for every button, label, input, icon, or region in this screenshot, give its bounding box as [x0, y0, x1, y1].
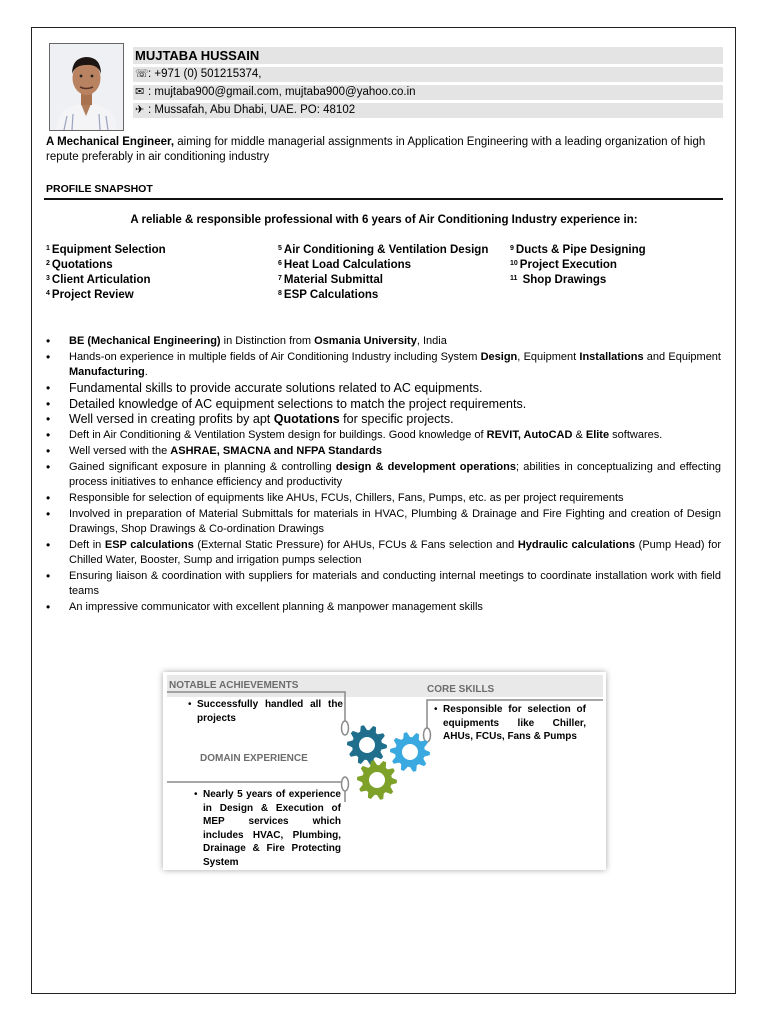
- phone-text: : +971 (0) 501215374,: [148, 68, 262, 80]
- bullet-item: [46, 460, 721, 491]
- skill-label: Project Review: [51, 289, 134, 301]
- bullet-emphasis: Manufacturing: [69, 366, 145, 379]
- bullet-text: Involved in preparation of Material Submittals for materials in HVAC, Plumbing & Drainage and Fire Fighting and creation of Design Drawings, Shop Drawings & Co-ordination Drawings: [69, 507, 721, 536]
- bullet-text: An impressive communicator with excellent planning & manpower management skills: [69, 601, 483, 614]
- bullet-emphasis: design & development operations: [335, 460, 516, 473]
- bullet-item: [46, 412, 721, 427]
- bullet-item: [46, 397, 721, 412]
- skill-label: Client Articulation: [51, 274, 151, 286]
- bullet-text: softwares.: [609, 429, 663, 442]
- bullet-item: [46, 381, 721, 396]
- bullet-item: [46, 350, 721, 381]
- section-divider: [44, 198, 723, 200]
- skill-number: 11: [510, 275, 518, 282]
- bullet-emphasis: REVIT, AutoCAD: [486, 429, 573, 442]
- bullet-item: [46, 507, 721, 538]
- candidate-name: MUJTABA HUSSAIN: [133, 47, 723, 64]
- bullet-emphasis: Quotations: [273, 412, 340, 427]
- achievements-text: • Successfully handled all the projects: [197, 698, 343, 725]
- skill-item: [46, 288, 166, 303]
- bullet-text: in Distinction from: [220, 335, 315, 347]
- email-text: : mujtaba900@gmail.com, mujtaba900@yahoo.co.in: [148, 86, 416, 98]
- skills-graphic: [163, 672, 606, 870]
- bullet-text: Responsible for selection of equipments like AHUs, FCUs, Chillers, Fans, Pumps, etc. as per project requirements: [69, 491, 624, 504]
- skill-item: [46, 273, 166, 288]
- bullet-emphasis: Hydraulic calculations: [517, 538, 636, 551]
- skill-number: 6: [278, 260, 282, 267]
- bullet-text: Ensuring liaison & coordination with suppliers for materials and conducting internal meetings to coordinate installation work with field teams: [69, 569, 721, 598]
- bullet-item: [46, 444, 721, 459]
- bullet-text: for specific projects.: [339, 412, 454, 427]
- skill-number: 3: [46, 275, 50, 282]
- bullet-text: (External Static Pressure) for AHUs, FCUs & Fans selection and: [193, 538, 518, 551]
- skill-item: [278, 243, 488, 258]
- email-row: [133, 85, 723, 100]
- phone-row: [133, 67, 723, 82]
- bullet-text: Well versed with the: [69, 445, 171, 458]
- bullet-emphasis: Design: [480, 350, 518, 363]
- skill-label: Quotations: [51, 259, 113, 271]
- core-skills-text: • Responsible for selection of equipments like Chiller, AHUs, FCUs, Fans & Pumps: [443, 703, 586, 744]
- location-icon: ✈: [135, 104, 145, 116]
- bullet-item: [46, 600, 721, 615]
- gear-green-icon: [357, 760, 397, 800]
- skill-item: [510, 258, 646, 273]
- skill-number: 4: [46, 290, 50, 297]
- skill-item: [510, 273, 646, 288]
- bullet-text: .: [144, 366, 148, 379]
- objective: [46, 135, 726, 165]
- skill-item: [510, 243, 646, 258]
- bullet-text: Fundamental skills to provide accurate solutions related to AC equipments.: [69, 380, 483, 395]
- bullet-text: Deft in Air Conditioning & Ventilation System design for buildings. Good knowledge of: [69, 429, 487, 442]
- bullet-item: [46, 491, 721, 506]
- skill-item: [46, 243, 166, 258]
- bullet-item: [46, 569, 721, 600]
- bullet-emphasis: Osmania University: [314, 335, 417, 347]
- skill-label: ESP Calculations: [283, 289, 379, 301]
- skill-number: 10: [510, 260, 518, 267]
- bullet-text: Well versed in creating profits by apt: [69, 412, 274, 427]
- skill-item: [278, 258, 488, 273]
- bullet-emphasis: BE (Mechanical Engineering): [69, 335, 221, 347]
- skill-number: 8: [278, 290, 282, 297]
- bullet-text: and Equipment: [643, 350, 721, 363]
- bullet-text: Hands-on experience in multiple fields of Air Conditioning Industry including System: [69, 350, 481, 363]
- skill-number: 9: [510, 245, 514, 252]
- bullet-item: [46, 428, 721, 443]
- skill-label: Material Submittal: [283, 274, 383, 286]
- bullet-emphasis: ESP calculations: [104, 538, 194, 551]
- bullet-text: Deft in: [69, 538, 105, 551]
- skill-number: 5: [278, 245, 282, 252]
- domain-text: • Nearly 5 years of experience in Design & Execution of MEP services which includes HVAC, Plumbing, Drainage & Fire Protecting System: [203, 788, 341, 869]
- bullet-item: [46, 538, 721, 569]
- achievements-heading: NOTABLE ACHIEVEMENTS: [169, 680, 299, 691]
- domain-heading: DOMAIN EXPERIENCE: [200, 753, 308, 764]
- skill-label: Ducts & Pipe Designing: [515, 244, 646, 256]
- bullet-text: (Pump Head) for Chilled Water, Booster, Sump and irrigation pumps selection: [69, 538, 721, 567]
- address-row: [133, 103, 723, 118]
- skill-label: Project Execution: [519, 259, 617, 271]
- skill-number: 7: [278, 275, 282, 282]
- profile-photo: [49, 43, 124, 131]
- envelope-icon: ✉: [135, 86, 145, 98]
- skill-label: Shop Drawings: [519, 274, 607, 286]
- objective-lead: A Mechanical Engineer,: [46, 136, 175, 148]
- skill-item: [278, 288, 488, 303]
- skill-label: Equipment Selection: [51, 244, 166, 256]
- phone-icon: ☏: [135, 68, 149, 80]
- bullet-text: Gained significant exposure in planning & controlling: [69, 460, 336, 473]
- bullet-item: [46, 334, 721, 349]
- bullet-text: , India: [416, 335, 447, 347]
- skill-item: [278, 273, 488, 288]
- skill-label: Air Conditioning & Ventilation Design: [283, 244, 489, 256]
- profile-bullets: [46, 334, 721, 616]
- bullet-emphasis: Installations: [579, 350, 644, 363]
- skill-item: [46, 258, 166, 273]
- bullet-emphasis: ASHRAE, SMACNA and NFPA Standards: [170, 445, 382, 458]
- bullet-text: &: [572, 429, 586, 442]
- profile-tagline: A reliable & responsible professional with 6 years of Air Conditioning Industry experience in:: [130, 214, 638, 226]
- skill-number: 1: [46, 245, 50, 252]
- bullet-text: , Equipment: [517, 350, 580, 363]
- bullet-emphasis: Elite: [585, 429, 610, 442]
- address-text: : Mussafah, Abu Dhabi, UAE. PO: 48102: [148, 104, 356, 116]
- bullet-text: ; abilities in conceptualizing and effecting process initiatives to enhance efficiency and productivity: [69, 460, 721, 489]
- gear-dark-blue-icon: [347, 725, 387, 765]
- skill-number: 2: [46, 260, 50, 267]
- skills-column-1: [46, 243, 166, 303]
- section-heading-profile: PROFILE SNAPSHOT: [46, 183, 153, 195]
- skills-column-2: [278, 243, 488, 303]
- bullet-text: Detailed knowledge of AC equipment selections to match the project requirements.: [69, 396, 527, 411]
- objective-text: aiming for middle managerial assignments in Application Engineering with a leading organization of high repute preferably in air conditioning industry: [46, 136, 706, 163]
- core-skills-heading: CORE SKILLS: [427, 684, 495, 695]
- skill-label: Heat Load Calculations: [283, 259, 412, 271]
- skills-column-3: [510, 243, 646, 288]
